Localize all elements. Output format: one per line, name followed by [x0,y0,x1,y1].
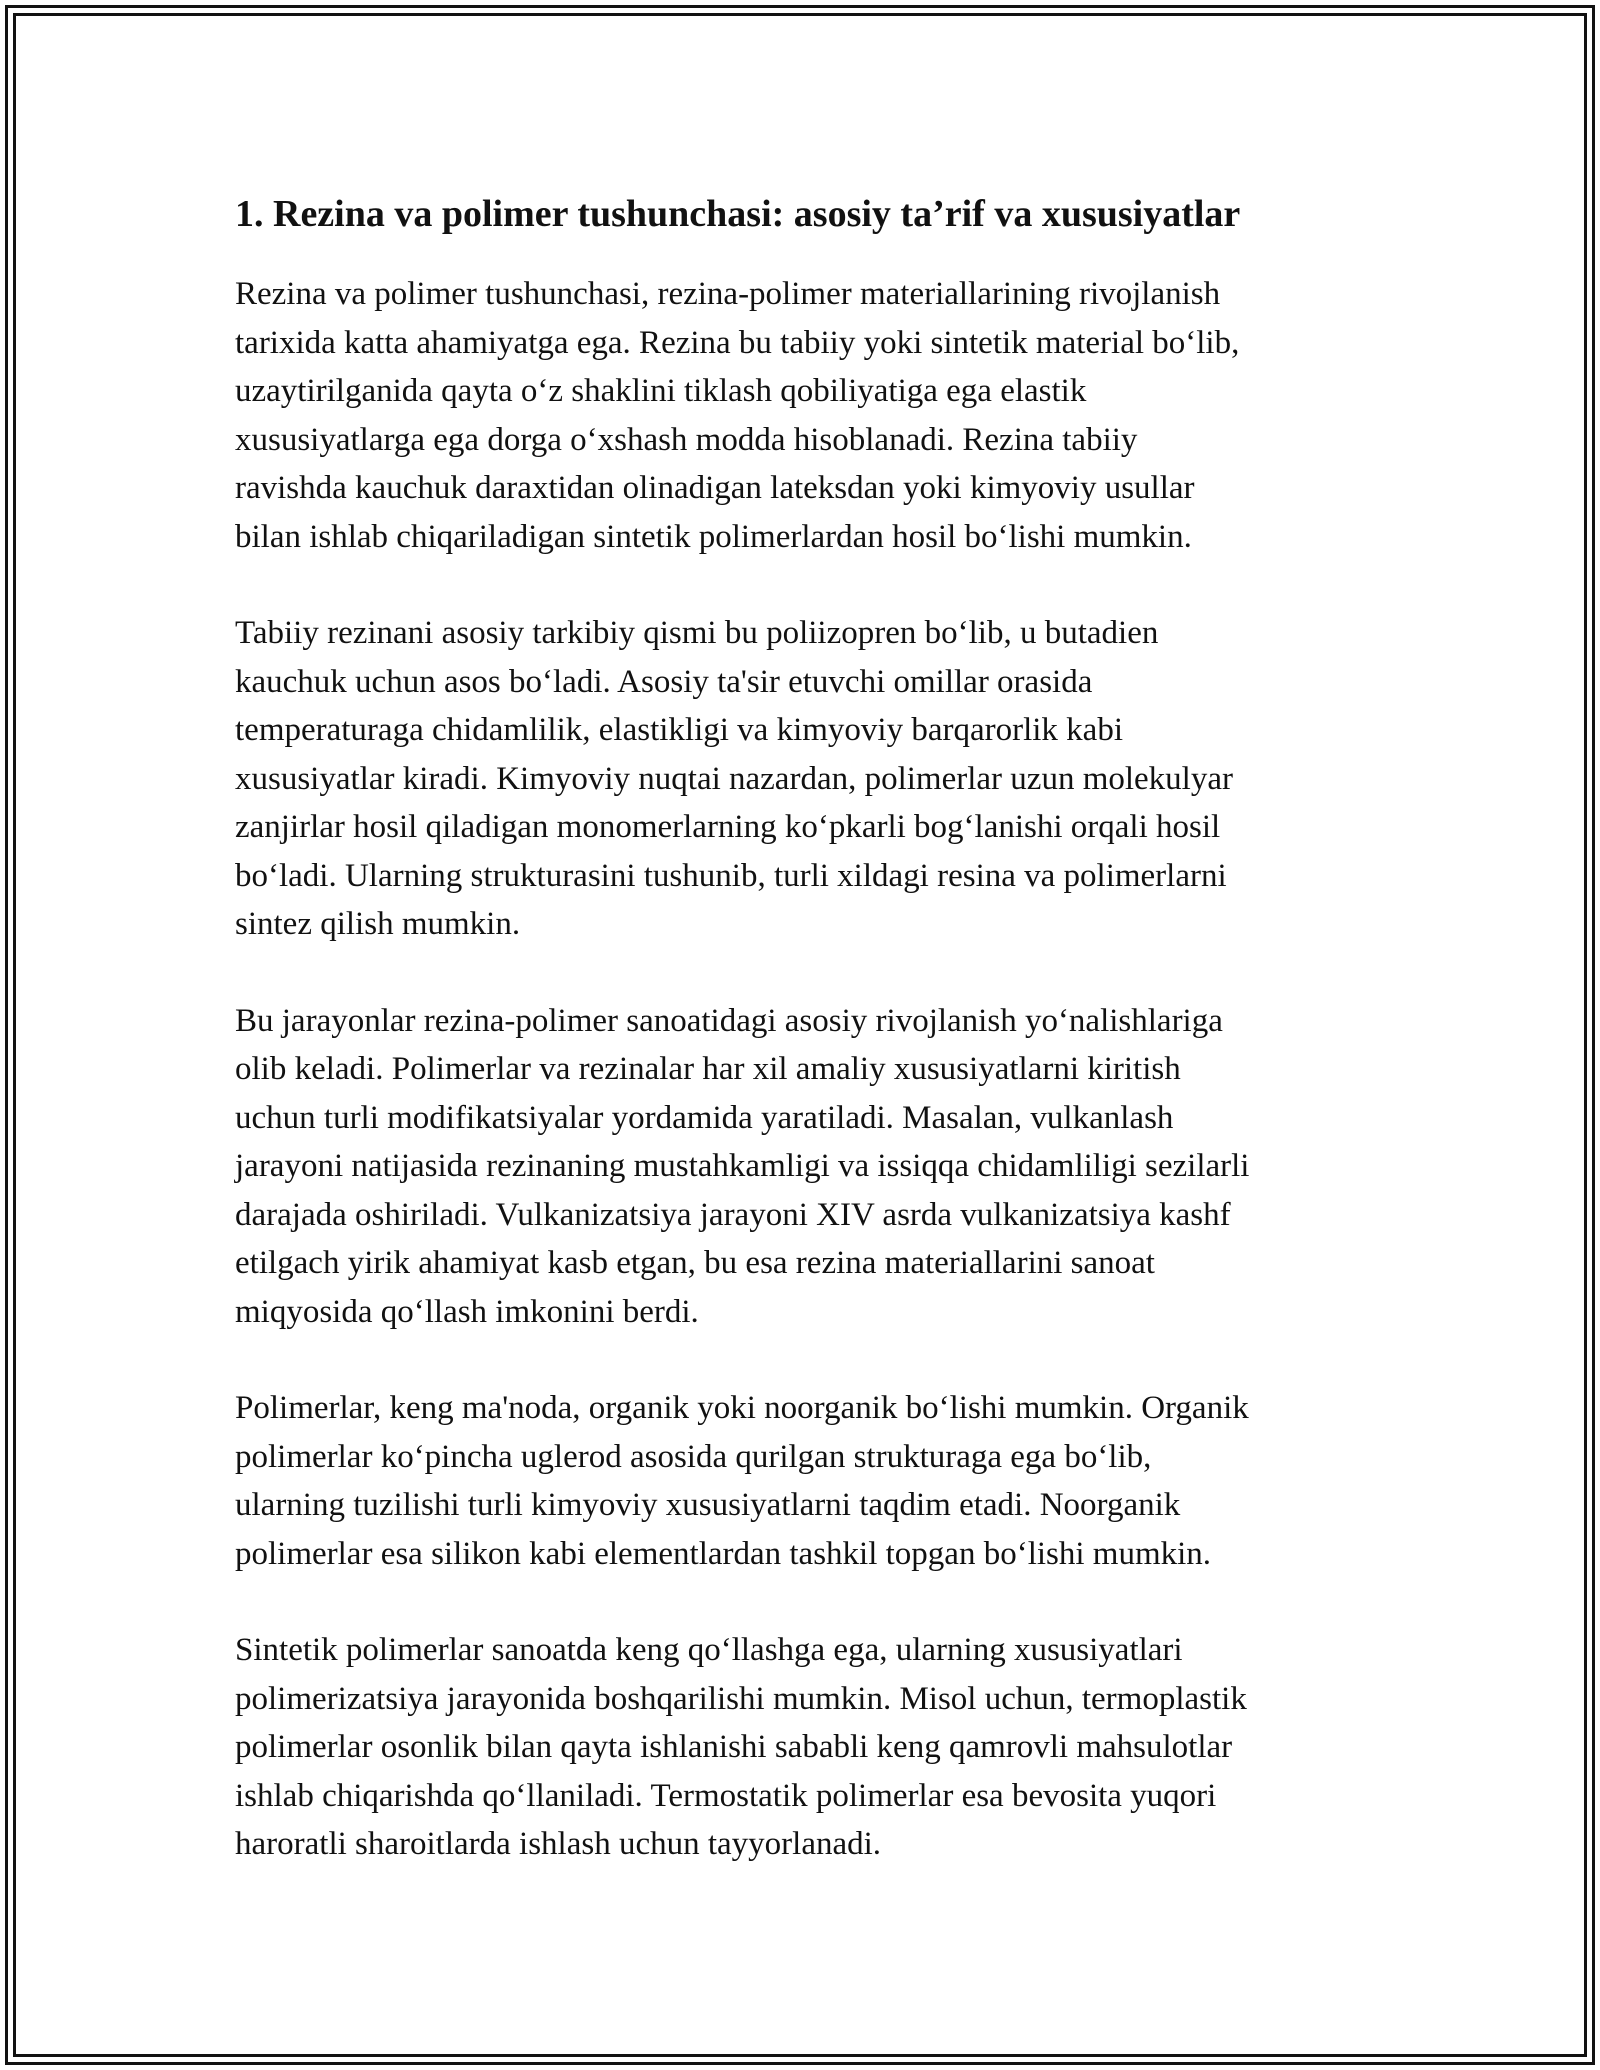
text-line: polimerlar esa silikon kabi elementlardan tashkil topgan bo‘lishi mumkin. [235,1535,1212,1572]
text-line: bo‘ladi. Ularning strukturasini tushunib, turli xildagi resina va polimerlarni [235,857,1227,894]
text-line: polimerlar osonlik bilan qayta ishlanishi sababli keng qamrovli mahsulotlar [235,1729,1233,1765]
text-line: xususiyatlarga ega dorga o‘xshash modda hisoblanadi. Rezina tabiiy [235,421,1138,458]
text-line: Bu jarayonlar rezina-polimer sanoatidagi asosiy rivojlanish yo‘nalishlariga [235,1002,1223,1039]
text-line: Polimerlar, keng ma'noda, organik yoki noorganik bo‘lishi mumkin. Organik [235,1390,1249,1426]
section-heading: 1. Rezina va polimer tushunchasi: asosiy ta’rif va xususiyatlar [235,193,1241,235]
text-line: jarayoni natijasida rezinaning mustahkamligi va issiqqa chidamliligi sezilarli [235,1148,1250,1184]
text-line: polimerizatsiya jarayonida boshqarilishi mumkin. Misol uchun, termoplastik [235,1680,1247,1717]
text-line: zanjirlar hosil qiladigan monomerlarning ko‘pkarli bog‘lanishi orqali hosil [235,809,1221,845]
text-line: ishlab chiqarishda qo‘llaniladi. Termostatik polimerlar esa bevosita yuqori [235,1777,1217,1814]
text-line: Sintetik polimerlar sanoatda keng qo‘llashga ega, ularning xususiyatlari [235,1632,1183,1668]
text-line: bilan ishlab chiqariladigan sintetik polimerlardan hosil bo‘lishi mumkin. [235,518,1192,555]
text-line: Tabiiy rezinani asosiy tarkibiy qismi bu poliizopren bo‘lib, u butadien [235,615,1159,651]
text-line: Rezina va polimer tushunchasi, rezina-polimer materiallarining rivojlanish [235,276,1221,312]
text-line: tarixida katta ahamiyatga ega. Rezina bu tabiiy yoki sintetik material bo‘lib, [235,324,1240,361]
text-line: polimerlar ko‘pincha uglerod asosida qurilgan strukturaga ega bo‘lib, [235,1438,1152,1475]
text-line: kauchuk uchun asos bo‘ladi. Asosiy ta'sir etuvchi omillar orasida [235,663,1093,700]
text-line: xususiyatlar kiradi. Kimyoviy nuqtai nazardan, polimerlar uzun molekulyar [235,760,1233,797]
text-line: uchun turli modifikatsiyalar yordamida yaratiladi. Masalan, vulkanlash [235,1099,1174,1136]
paragraph-4 [235,1384,1375,1578]
text-line: darajada oshiriladi. Vulkanizatsiya jarayoni XIV asrda vulkanizatsiya kashf [235,1196,1231,1233]
paragraph-2 [235,609,1375,949]
text-line: sintez qilish mumkin. [235,906,521,942]
text-line: temperaturaga chidamlilik, elastikligi va kimyoviy barqarorlik kabi [235,712,1123,748]
text-line: uzaytirilganida qayta o‘z shaklini tiklash qobiliyatiga ega elastik [235,373,1087,409]
text-line: ularning tuzilishi turli kimyoviy xususiyatlarni taqdim etadi. Noorganik [235,1487,1181,1523]
paragraph-5 [235,1626,1375,1869]
document-body [235,188,1375,1917]
paragraph-1 [235,270,1375,561]
text-line: haroratli sharoitlarda ishlash uchun tayyorlanadi. [235,1826,882,1862]
text-line: miqyosida qo‘llash imkonini berdi. [235,1293,699,1330]
text-line: olib keladi. Polimerlar va rezinalar har xil amaliy xususiyatlarni kiritish [235,1051,1181,1087]
text-line: etilgach yirik ahamiyat kasb etgan, bu esa rezina materiallarini sanoat [235,1245,1155,1281]
paragraph-3 [235,997,1375,1337]
text-line: ravishda kauchuk daraxtidan olinadigan lateksdan yoki kimyoviy usullar [235,470,1195,506]
